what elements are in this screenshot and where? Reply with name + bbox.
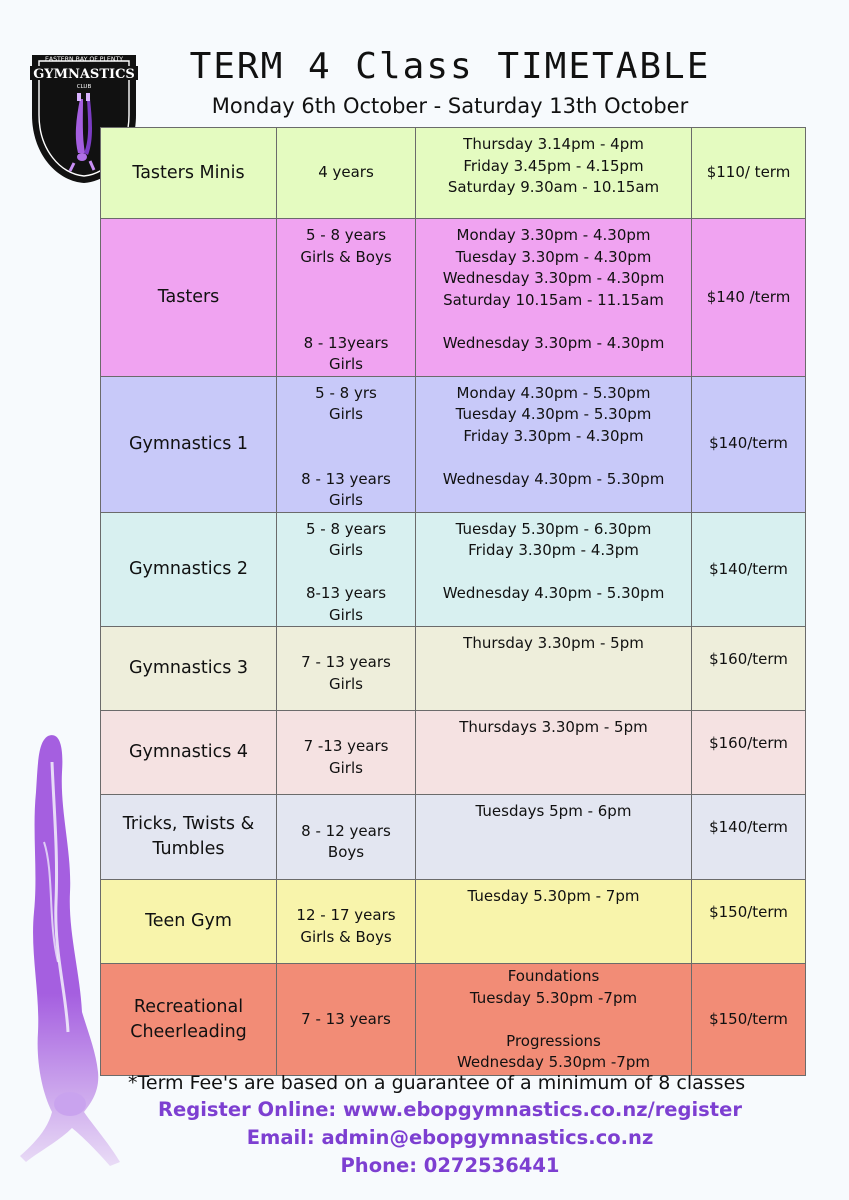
class-row (101, 219, 806, 377)
class-row (101, 964, 806, 1076)
class-time-line: Saturday 10.15am - 11.15am (443, 290, 664, 309)
class-name (101, 512, 277, 627)
class-fee (692, 964, 806, 1076)
class-times (416, 376, 692, 512)
class-time-line: Tuesday 5.30pm - 7pm (467, 887, 640, 905)
class-name-line: Gymnastics 3 (128, 658, 249, 678)
register-link[interactable]: Register Online: www.ebopgymnastics.co.nz/register (158, 1098, 742, 1121)
class-fee-value: $150/term (709, 903, 788, 921)
class-name-line: Tricks, Twists & (122, 814, 255, 834)
class-age-line: Girls (329, 541, 363, 559)
class-time-line: Wednesday 5.30pm -7pm (456, 1053, 650, 1071)
class-age-line: 4 years (318, 163, 374, 182)
class-fee (692, 219, 806, 377)
class-time-line: Tuesdays 5pm - 6pm (475, 802, 632, 820)
class-fee (692, 627, 806, 711)
class-time-line: Foundations (507, 967, 600, 985)
class-ages (277, 964, 416, 1076)
class-fee-value: $160/term (709, 650, 788, 668)
class-times (416, 964, 692, 1076)
class-fee (692, 880, 806, 964)
class-ages (277, 512, 416, 627)
class-age-line: 12 - 17 years (296, 906, 396, 924)
class-name-line: Gymnastics 2 (128, 558, 249, 579)
svg-text:CLUB: CLUB (76, 84, 92, 90)
class-fee (692, 376, 806, 512)
class-ages (277, 627, 416, 711)
class-time-line: Progressions (506, 1031, 601, 1050)
class-fee-value: $140 /term (706, 287, 791, 306)
class-age-line: 5 - 8 yrs (315, 383, 377, 402)
svg-text:GYMNASTICS: GYMNASTICS (33, 67, 135, 82)
class-time-line: Tuesday 3.30pm - 4.30pm (455, 247, 652, 266)
class-row (101, 512, 806, 627)
class-times (416, 219, 692, 377)
class-ages (277, 711, 416, 795)
class-age-line: 8 - 13 years (301, 469, 391, 488)
class-name-line: Gymnastics 4 (128, 742, 249, 762)
class-time-line: Tuesday 4.30pm - 5.30pm (455, 405, 652, 423)
class-name-line: Tumbles (152, 839, 225, 859)
class-times (416, 128, 692, 219)
class-time-line: Wednesday 4.30pm - 5.30pm (442, 584, 665, 602)
class-ages (277, 128, 416, 219)
class-times (416, 627, 692, 711)
class-name-line: Cheerleading (130, 1021, 247, 1042)
class-row (101, 880, 806, 964)
class-time-line: Friday 3.45pm - 4.15pm (463, 156, 644, 175)
class-age-line: Girls (329, 355, 363, 373)
class-age-line: 7 -13 years (303, 737, 389, 755)
class-age-line: Boys (327, 843, 365, 861)
class-time-line: Wednesday 4.30pm - 5.30pm (442, 469, 665, 488)
class-time-line: Tuesday 5.30pm - 6.30pm (455, 519, 652, 538)
class-fee (692, 795, 806, 880)
class-fee-value: $150/term (709, 1009, 788, 1028)
phone-number: Phone: 0272536441 (340, 1154, 560, 1177)
class-time-line: Friday 3.30pm - 4.3pm (468, 541, 639, 559)
class-fee-value: $160/term (709, 734, 788, 752)
term-fee-note: *Term Fee's are based on a guarantee of a minimum of 8 classes (128, 1072, 746, 1094)
class-row (101, 711, 806, 795)
class-time-line: Thursday 3.30pm - 5pm (463, 634, 644, 652)
class-age-line: Girls (329, 758, 363, 777)
class-time-line: Tuesday 5.30pm -7pm (469, 988, 638, 1007)
class-fee (692, 128, 806, 219)
class-times (416, 795, 692, 880)
class-ages (277, 880, 416, 964)
class-time-line: Thursdays 3.30pm - 5pm (459, 718, 648, 736)
class-ages (277, 376, 416, 512)
class-time-line: Monday 3.30pm - 4.30pm (456, 226, 651, 244)
class-fee-value: $140/term (709, 818, 788, 836)
class-age-line: 8-13 years (305, 584, 387, 602)
class-age-line: Girls (329, 491, 363, 509)
class-times (416, 711, 692, 795)
class-name-line: Tasters Minis (132, 162, 245, 183)
class-time-line: Saturday 9.30am - 10.15am (447, 178, 660, 196)
class-row (101, 627, 806, 711)
class-fee (692, 512, 806, 627)
class-age-line: 8 - 12 years (301, 821, 391, 840)
class-time-line: Wednesday 3.30pm - 4.30pm (442, 333, 665, 352)
class-name (101, 627, 277, 711)
email-link[interactable]: Email: admin@ebopgymnastics.co.nz (246, 1126, 654, 1149)
class-row (101, 376, 806, 512)
class-fee-value: $110/ term (706, 163, 791, 182)
class-row (101, 795, 806, 880)
class-times (416, 512, 692, 627)
class-age-line: Girls & Boys (300, 247, 392, 266)
class-name-line: Teen Gym (145, 911, 232, 931)
class-age-line: Girls & Boys (300, 927, 392, 946)
class-ages (277, 795, 416, 880)
class-age-line: 7 - 13 years (301, 653, 391, 671)
class-name-line: Tasters (157, 286, 220, 307)
class-fee-value: $140/term (709, 559, 788, 578)
class-timetable (100, 127, 806, 1076)
class-age-line: 5 - 8 years (305, 519, 387, 538)
class-time-line: Monday 4.30pm - 5.30pm (456, 383, 651, 402)
class-time-line: Wednesday 3.30pm - 4.30pm (442, 269, 665, 287)
class-age-line: Girls (329, 405, 363, 423)
class-name (101, 128, 277, 219)
class-fee-value: $140/term (709, 434, 788, 453)
class-name (101, 376, 277, 512)
page-title: TERM 4 Class TIMETABLE (189, 46, 711, 87)
class-fee (692, 711, 806, 795)
class-ages (277, 219, 416, 377)
class-time-line: Thursday 3.14pm - 4pm (463, 135, 644, 153)
page-subtitle: Monday 6th October - Saturday 13th October (211, 94, 689, 118)
class-age-line: Girls (329, 674, 363, 693)
svg-text:EASTERN BAY OF PLENTY: EASTERN BAY OF PLENTY (44, 56, 124, 63)
class-age-line: 8 - 13years (303, 333, 389, 352)
class-name-line: Recreational (133, 996, 244, 1017)
class-age-line: 7 - 13 years (301, 1009, 391, 1028)
class-times (416, 880, 692, 964)
class-time-line: Friday 3.30pm - 4.30pm (463, 426, 644, 445)
class-name (101, 219, 277, 377)
class-name-line: Gymnastics 1 (128, 433, 249, 454)
class-age-line: Girls (329, 605, 363, 624)
class-age-line: 5 - 8 years (305, 226, 387, 244)
class-row (101, 128, 806, 219)
